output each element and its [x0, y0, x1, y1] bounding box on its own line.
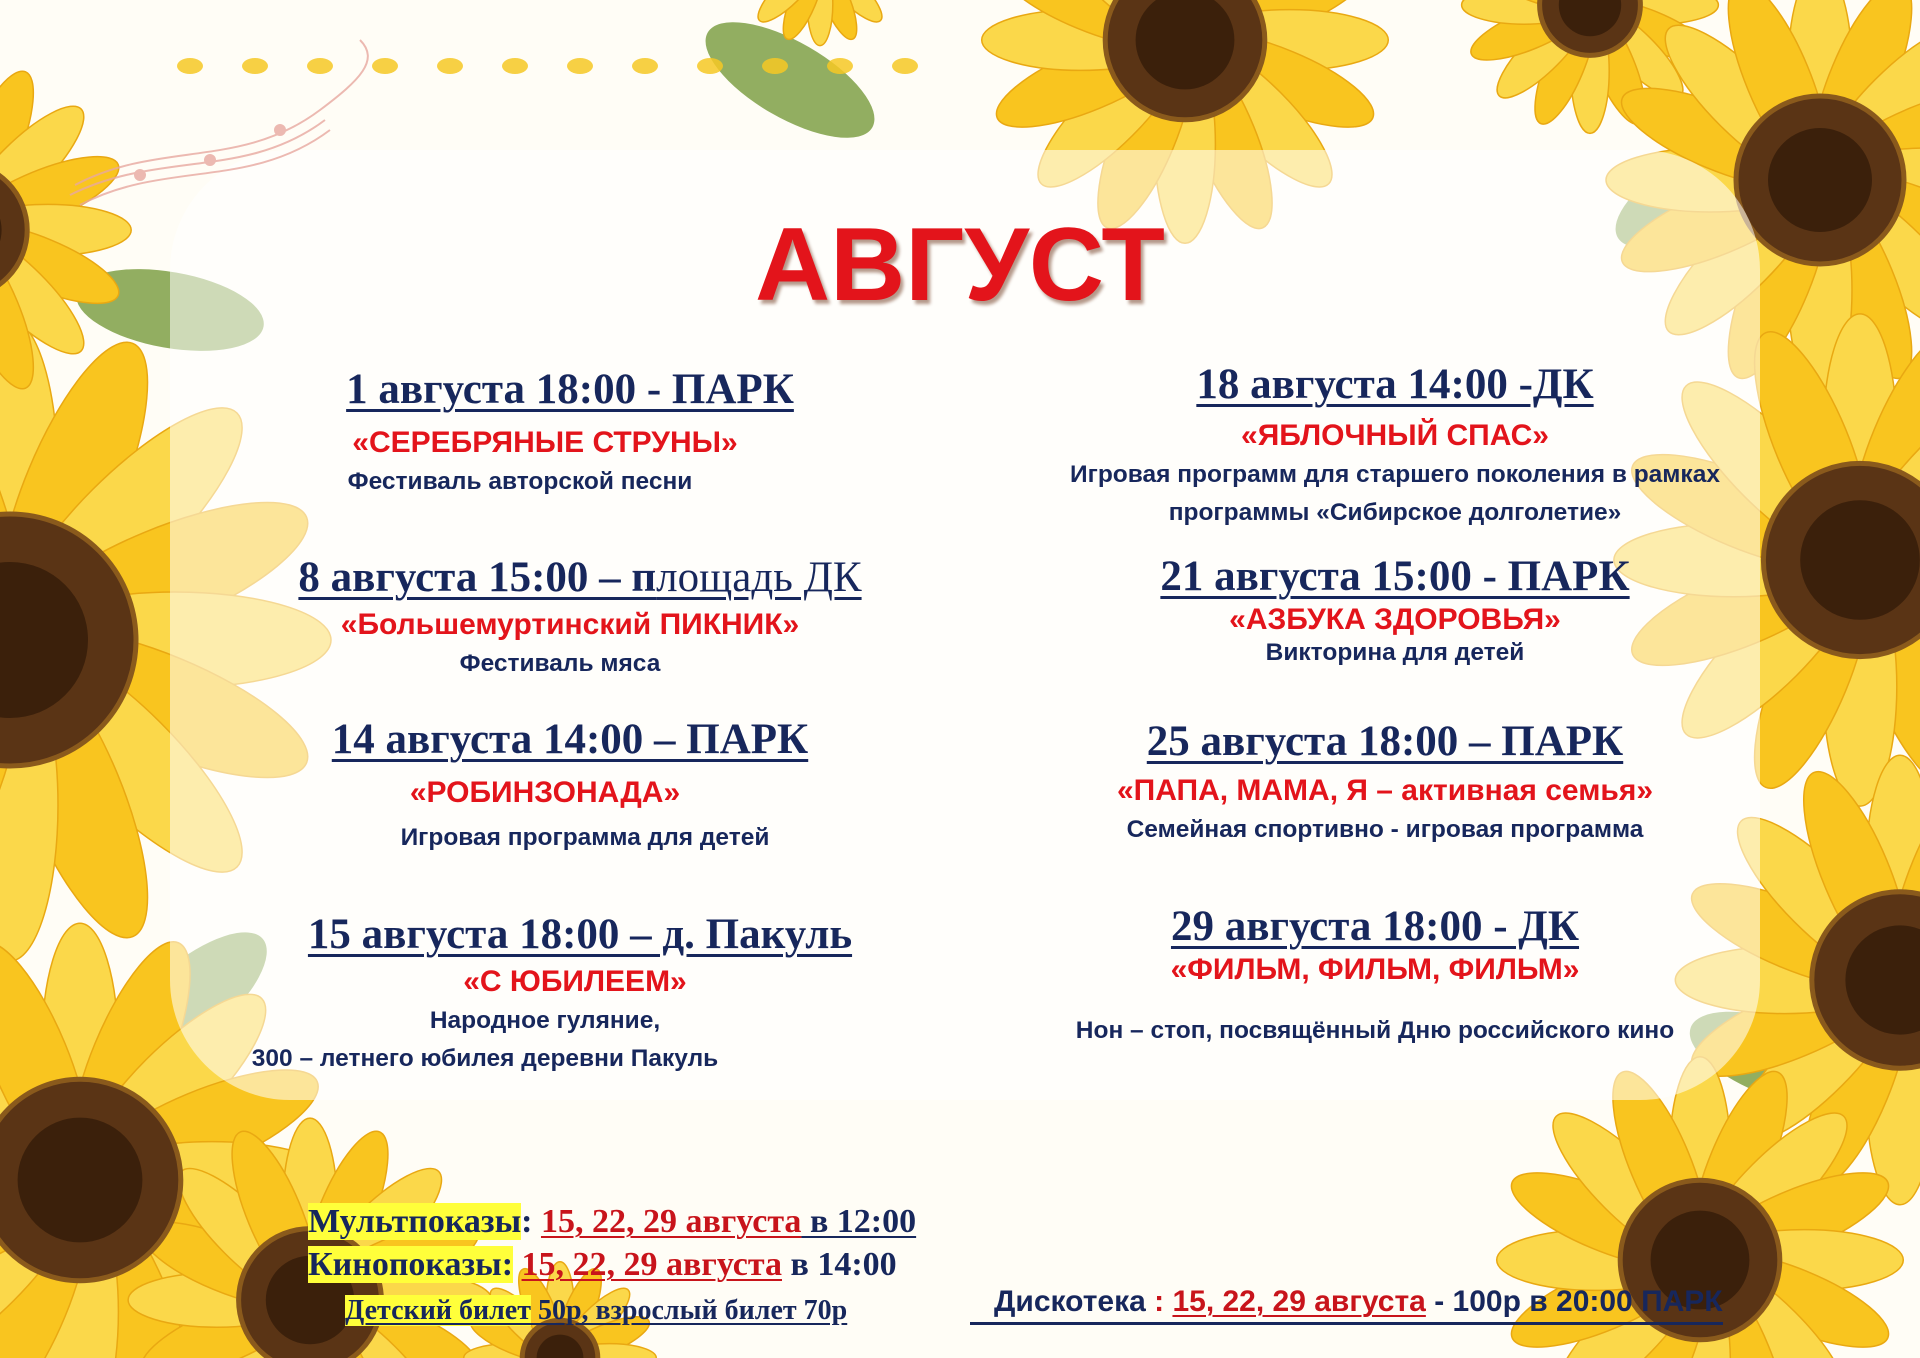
disco-label: Дискотека — [994, 1285, 1146, 1318]
event-date: 21 августа 15:00 - ПАРК — [1160, 553, 1630, 600]
event-name: «РОБИНЗОНАДА» — [409, 776, 681, 809]
event-description: Семейная спортивно - игровая программа — [1126, 816, 1644, 843]
border-dot — [892, 58, 918, 74]
event-description-line2: 300 – летнего юбилея деревни Пакуль — [251, 1045, 719, 1072]
event-description: Нон – стоп, посвящённый Дню российского кино — [1075, 1017, 1675, 1044]
event-aug-21 — [985, 552, 1805, 672]
footer-movies — [308, 1246, 897, 1284]
border-dot — [632, 58, 658, 74]
movies-label: Кинопоказы: — [308, 1246, 514, 1283]
sunflower-core — [18, 1118, 143, 1243]
movies-time: в 14:00 — [782, 1246, 897, 1283]
event-aug-29 — [965, 902, 1785, 1050]
event-description: Викторина для детей — [1265, 639, 1525, 666]
event-date: 1 августа 18:00 - ПАРК — [346, 366, 794, 413]
cartoons-label: Мультпоказы — [308, 1203, 522, 1240]
event-date-light: лощадь ДК — [656, 554, 862, 601]
event-description: Игровая программа для детей — [400, 824, 770, 851]
page-title: АВГУСТ — [755, 207, 1165, 323]
ticket-prices: 50р, взрослый билет 70р — [530, 1295, 848, 1326]
event-description: Фестиваль авторской песни — [347, 468, 693, 495]
sunflower-core — [1800, 500, 1920, 620]
child-ticket-label: Детский билет — [345, 1295, 531, 1326]
event-description: Игровая программ для старшего поколения в рамках — [1070, 461, 1720, 488]
event-date: 15 августа 18:00 – д. Пакуль — [307, 911, 853, 958]
movies-dates: 15, 22, 29 августа — [521, 1246, 782, 1283]
border-dot — [697, 58, 723, 74]
footer-disco — [970, 1285, 1723, 1325]
event-date: 14 августа 14:00 – ПАРК — [331, 716, 809, 763]
border-dot — [437, 58, 463, 74]
border-dot — [567, 58, 593, 74]
event-description: Народное гуляние, — [429, 1007, 661, 1034]
cartoons-time: в 12:00 — [801, 1203, 917, 1240]
event-date: 25 августа 18:00 – ПАРК — [1146, 718, 1624, 765]
event-name: «СЕРЕБРЯНЫЕ СТРУНЫ» — [352, 426, 738, 459]
footer-tickets — [345, 1295, 847, 1327]
footer-cartoons — [308, 1203, 916, 1241]
disco-details: - 100р в 20:00 ПАРК — [1425, 1285, 1723, 1318]
border-dot — [242, 58, 268, 74]
cartoons-dates: 15, 22, 29 августа — [540, 1203, 802, 1240]
event-aug-14 — [200, 715, 940, 857]
event-aug-25 — [975, 717, 1795, 849]
border-dot — [177, 58, 203, 74]
disco-dates: 15, 22, 29 августа — [1172, 1285, 1426, 1318]
event-name: «ПАПА, МАМА, Я – активная семья» — [1116, 774, 1654, 807]
event-name: «С ЮБИЛЕЕМ» — [463, 965, 687, 998]
event-name: «Большемуртинский ПИКНИК» — [340, 608, 800, 641]
event-date: 29 августа 18:00 - ДК — [1170, 903, 1580, 950]
event-date-bold: 8 августа 15:00 – п — [298, 554, 657, 601]
event-aug-18 — [985, 360, 1805, 532]
event-aug-15 — [210, 910, 950, 1078]
event-description-line2: программы «Сибирское долголетие» — [1168, 499, 1622, 526]
event-aug-1 — [200, 365, 940, 501]
border-dot — [307, 58, 333, 74]
border-dot — [827, 58, 853, 74]
event-name: «ФИЛЬМ, ФИЛЬМ, ФИЛЬМ» — [1170, 953, 1580, 986]
event-date: 18 августа 14:00 -ДК — [1196, 361, 1594, 408]
event-name: «ЯБЛОЧНЫЙ СПАС» — [1241, 419, 1549, 452]
event-date — [210, 553, 950, 603]
border-dot — [502, 58, 528, 74]
border-dot — [762, 58, 788, 74]
event-aug-8 — [210, 553, 950, 683]
border-dot — [372, 58, 398, 74]
disco-colon: : — [1145, 1285, 1173, 1318]
event-description: Фестиваль мяса — [459, 650, 661, 677]
event-name: «АЗБУКА ЗДОРОВЬЯ» — [1229, 603, 1561, 636]
cartoons-colon: : — [521, 1203, 533, 1240]
